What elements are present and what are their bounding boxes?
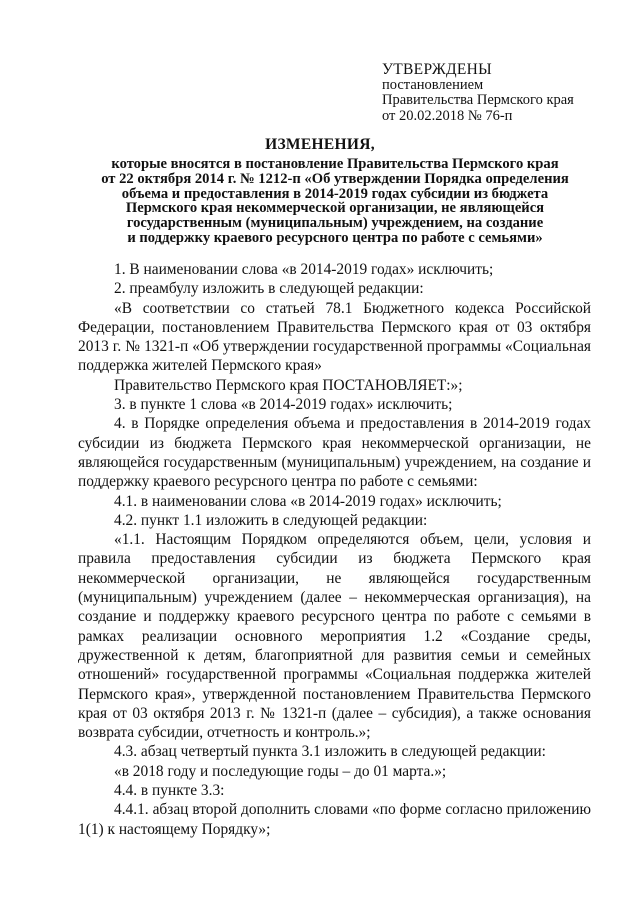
paragraph-4-2: 4.2. пункт 1.1 изложить в следующей редакции: [114,511,428,529]
subtitle-line: от 22 октября 2014 г. № 1212-п «Об утверждении Порядка определения [101,170,569,187]
paragraph-deadline: «в 2018 году и последующие годы – до 01 марта.»; [114,762,447,780]
paragraph-4: 4. в Порядке определения объема и предоставления в 2014-2019 годах субсидии из бюджета Пермского края некоммерческой организации, не являющейся государственным (муниципальным) учреждением, на создание и поддержку краевого ресурсного центра по работе с семьями: [78,415,591,491]
paragraph-1: 1. В наименовании слова «в 2014-2019 годах» исключить; [114,261,494,278]
paragraph-4-4-1: 4.4.1. абзац второй дополнить словами «по форме согласно приложению 1(1) к настоящему Порядку»; [78,801,591,838]
paragraph-4-3: 4.3. абзац четвертый пункта 3.1 изложить в следующей редакции: [114,743,546,761]
approval-stamp [382,62,612,124]
stamp-approved-label: УТВЕРЖДЕНЫ [382,61,492,78]
document-subtitle [70,157,600,246]
paragraph-4-4: 4.4. в пункте 3.3: [114,782,225,800]
document-body [78,260,591,839]
paragraph-resolves: Правительство Пермского края ПОСТАНОВЛЯЕТ:»; [114,376,463,394]
subtitle-line: Пермского края некоммерческой организации, не являющейся [125,200,545,217]
paragraph-2: 2. преамбулу изложить в следующей редакции: [114,280,424,298]
subtitle-line: объема и предоставления в 2014-2019 годах субсидии из бюджета [121,185,549,202]
stamp-government-label: Правительства Пермского края [382,92,574,108]
subtitle-line: которые вносятся в постановление Правительства Пермского края [111,156,559,172]
paragraph-preamble: «В соответствии со статьей 78.1 Бюджетного кодекса Российской Федерации, постановлением Правительства Пермского края от 03 октября 2013 г. № 1321-п «Об утверждении государственной программы «Социальная поддержка жителей Пермского края» [78,299,591,375]
paragraph-1-1-text: «1.1. Настоящим Порядком определяются объем, цели, условия и правила предоставления субсидии из бюджета Пермского края некоммерческой организации, не являющейся государственным (муниципальным) учреждением (далее – некоммерческая организация), на создание и поддержку краевого ресурсного центра по работе с семьями в рамках реализации основного мероприятия 1.2 «Создание среды, дружественной к детям, благоприятной для развития семьи и семейных отношений» государственной программы «Социальная поддержка жителей Пермского края», утвержденной постановлением Правительства Пермского края от 03 октября 2013 г. № 1321-п (далее – субсидия), а также основания возврата субсидии, отчетность и контроль.»; [78,531,591,742]
stamp-date-number: от 20.02.2018 № 76-п [382,107,513,124]
subtitle-line: и поддержку краевого ресурсного центра по работе с семьями» [127,229,543,246]
stamp-decree-label: постановлением [382,76,484,93]
document-title: ИЗМЕНЕНИЯ, [265,136,375,153]
subtitle-line: государственным (муниципальным) учреждением, на создание [126,215,544,232]
paragraph-4-1: 4.1. в наименовании слова «в 2014-2019 годах» исключить; [114,492,502,510]
paragraph-3: 3. в пункте 1 слова «в 2014-2019 годах» исключить; [114,396,453,414]
